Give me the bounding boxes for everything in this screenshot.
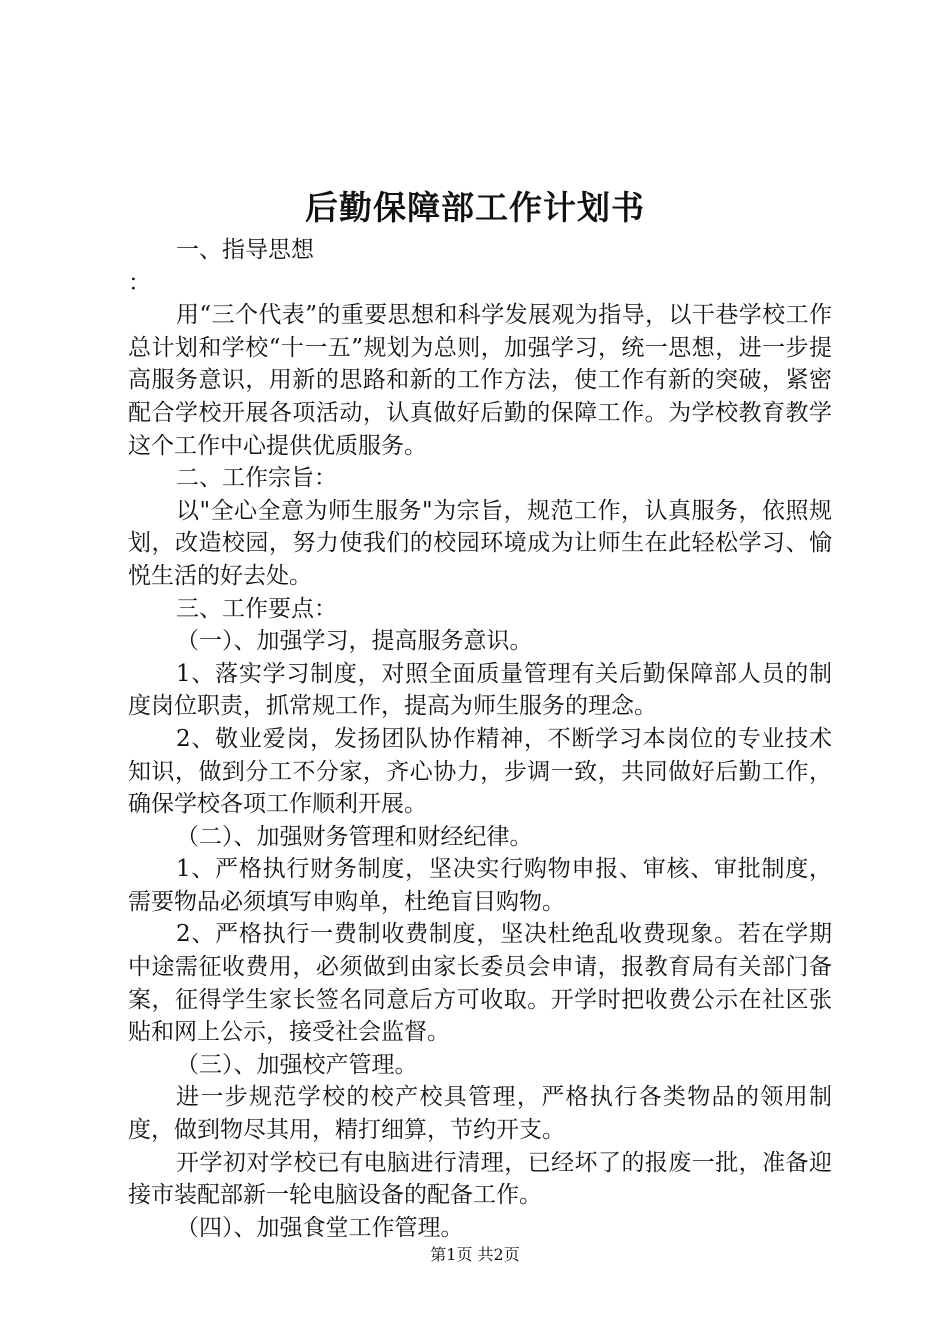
subheading-study: （一）、加强学习，提高服务意识。 — [176, 628, 533, 655]
paragraph-guiding-ideology: 用“三个代表”的重要思想和科学发展观为指导，以干巷学校工作总计划和学校“十一五”规划为总则，加强学习，统一思想，进一步提高服务意识，用新的思路和新的工作方法，使工作有新的突破，紧密配合学校开展各项活动，认真做好后勤的保障工作。为学校教育教学这个工作中心提供优质服务。 — [128, 302, 832, 459]
page-footer: 第1页 共2页 — [430, 1245, 520, 1264]
document-title: 后勤保障部工作计划书 — [305, 188, 645, 227]
document-body — [128, 234, 832, 1244]
paragraph-assets-1: 进一步规范学校的校产校具管理，严格执行各类物品的领用制度，做到物尽其用，精打细算，节约开支。 — [128, 1084, 832, 1144]
paragraph-assets-2: 开学初对学校已有电脑进行清理，已经坏了的报废一批，准备迎接市装配部新一轮电脑设备的配备工作。 — [128, 1149, 832, 1209]
section-heading-guiding-ideology: 一、指导思想 — [176, 237, 314, 263]
subheading-canteen: （四）、加强食堂工作管理。 — [176, 1214, 464, 1241]
colon-line: ： — [128, 269, 151, 296]
section-heading-work-purpose: 二、工作宗旨： — [176, 465, 337, 492]
subheading-finance: （二）、加强财务管理和财经纪律。 — [176, 823, 533, 850]
paragraph-study-1: 1、落实学习制度，对照全面质量管理有关后勤保障部人员的制度岗位职责，抓常规工作，提高为师生服务的理念。 — [128, 660, 832, 720]
subheading-assets: （三）、加强校产管理。 — [176, 1051, 418, 1078]
paragraph-study-2: 2、敬业爱岗，发扬团队协作精神，不断学习本岗位的专业技术知识，做到分工不分家，齐心协力，步调一致，共同做好后勤工作，确保学校各项工作顺利开展。 — [128, 725, 832, 818]
paragraph-work-purpose: 以"全心全意为师生服务"为宗旨，规范工作，认真服务，依照规划，改造校园，努力使我们的校园环境成为让师生在此轻松学习、愉悦生活的好去处。 — [128, 497, 832, 589]
paragraph-finance-1: 1、严格执行财务制度，坚决实行购物申报、审核、审批制度，需要物品必须填写申购单，杜绝盲目购物。 — [128, 856, 832, 915]
section-heading-work-points: 三、工作要点： — [176, 595, 337, 622]
paragraph-finance-2: 2、严格执行一费制收费制度，坚决杜绝乱收费现象。若在学期中途需征收费用，必须做到由家长委员会申请，报教育局有关部门备案，征得学生家长签名同意后方可收取。开学时把收费公示在社区张贴和网上公示，接受社会监督。 — [128, 921, 832, 1046]
